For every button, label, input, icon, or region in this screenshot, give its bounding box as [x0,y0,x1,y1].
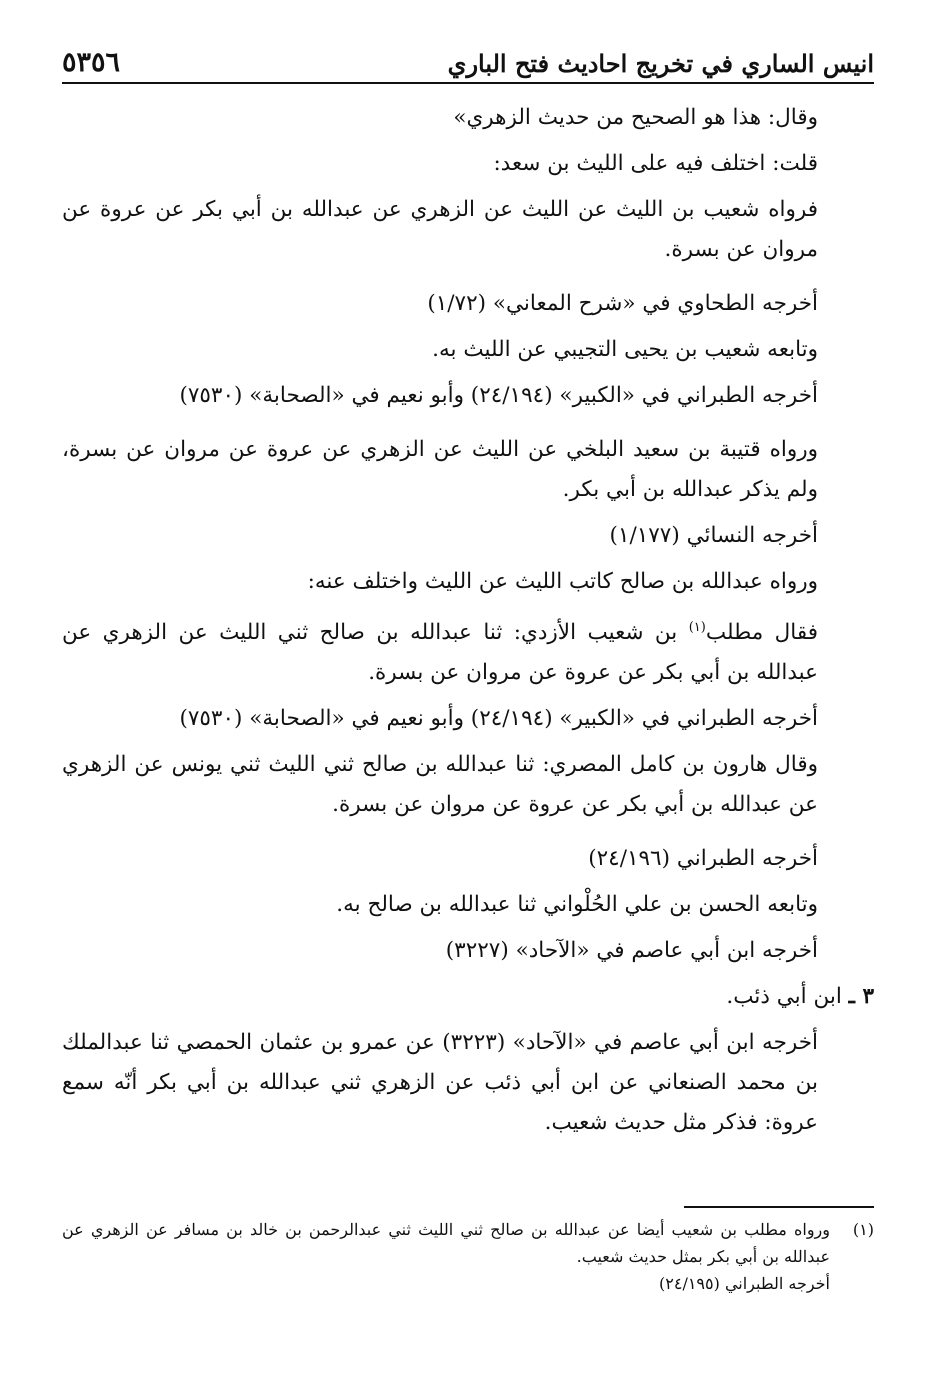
running-title: انيس الساري في تخريج احاديث فتح الباري [447,49,874,78]
paragraph: ورواه عبدالله بن صالح كاتب الليث عن الليث واختلف عنه: [307,569,818,594]
footnote-body [62,1216,830,1297]
paragraph: أخرجه الطبراني في «الكبير» (٢٤/١٩٤) وأبو نعيم في «الصحابة» (٧٥٣٠) [179,706,818,732]
paragraph: فرواه شعيب بن الليث عن الليث عن الزهري عن عبدالله بن أبي بكر عن عروة عن مروان عن بسرة. [62,197,818,262]
paragraph: أخرجه الطحاوي في «شرح المعاني» (١/٧٢) [427,291,818,316]
footnote-number: (١) [852,1220,874,1239]
paragraph: أخرجه ابن أبي عاصم في «الآحاد» (٣٢٢٣) عن عمرو بن عثمان الحمصي ثنا عبدالملك بن محمد الصنعاني عن ابن أبي ذئب عن الزهري ثني عبدالله بن أبي بكر أنّه سمع عروة: فذكر مثل حديث شعيب. [62,1030,818,1136]
paragraph: أخرجه ابن أبي عاصم في «الآحاد» (٣٢٢٧) [445,938,818,964]
section-title: ابن أبي ذئب. [726,984,849,1010]
footnote-line: أخرجه الطبراني (٢٤/١٩٥) [659,1274,830,1293]
section-number: ٣ ـ [848,984,874,1010]
footnote-divider [684,1206,874,1208]
paragraph: قلت: اختلف فيه على الليث بن سعد: [493,151,818,176]
paragraph: ورواه قتيبة بن سعيد البلخي عن الليث عن الزهري عن عروة عن مروان عن بسرة، ولم يذكر عبدالله بن أبي بكر. [62,437,818,502]
paragraph-text: بن شعيب الأزدي: ثنا عبدالله بن صالح ثني الليث عن الزهري عن عبدالله بن أبي بكر عن عروة عن مروان عن بسرة. [62,620,818,686]
paragraph: أخرجه الطبراني في «الكبير» (٢٤/١٩٤) وأبو نعيم في «الصحابة» (٧٥٣٠) [179,383,818,408]
page-header [62,38,874,84]
footnote-marker[interactable]: (١) [688,620,706,635]
page [62,38,874,1157]
paragraph: أخرجه الطبراني (٢٤/١٩٦) [588,846,818,872]
paragraph: وتابعه شعيب بن يحيى التجيبي عن الليث به. [432,337,818,362]
paragraph: وقال هارون بن كامل المصري: ثنا عبدالله بن صالح ثني الليث ثني يونس عن الزهري عن عبدالله بن أبي بكر عن عروة عن مروان عن بسرة. [62,752,818,818]
paragraph-text: فقال مطلب [705,620,818,646]
paragraph-with-footnote [62,608,874,693]
paragraph: وقال: هذا هو الصحيح من حديث الزهري» [453,105,818,130]
section-heading [62,977,874,1017]
footnote [62,1216,874,1297]
footnote-line: ورواه مطلب بن شعيب أيضا عن عبدالله بن صالح ثني الليث ثني عبدالرحمن بن خالد بن مسافر عن الزهري عن عبدالله بن أبي بكر بمثل حديث شعيب. [62,1220,830,1266]
paragraph: وتابعه الحسن بن علي الحُلْواني ثنا عبدالله بن صالح به. [336,892,818,918]
page-number: ٥٣٥٦ [62,47,121,78]
page-body [62,98,874,1143]
paragraph: أخرجه النسائي (١/١٧٧) [609,523,818,548]
footnotes [62,1206,874,1297]
